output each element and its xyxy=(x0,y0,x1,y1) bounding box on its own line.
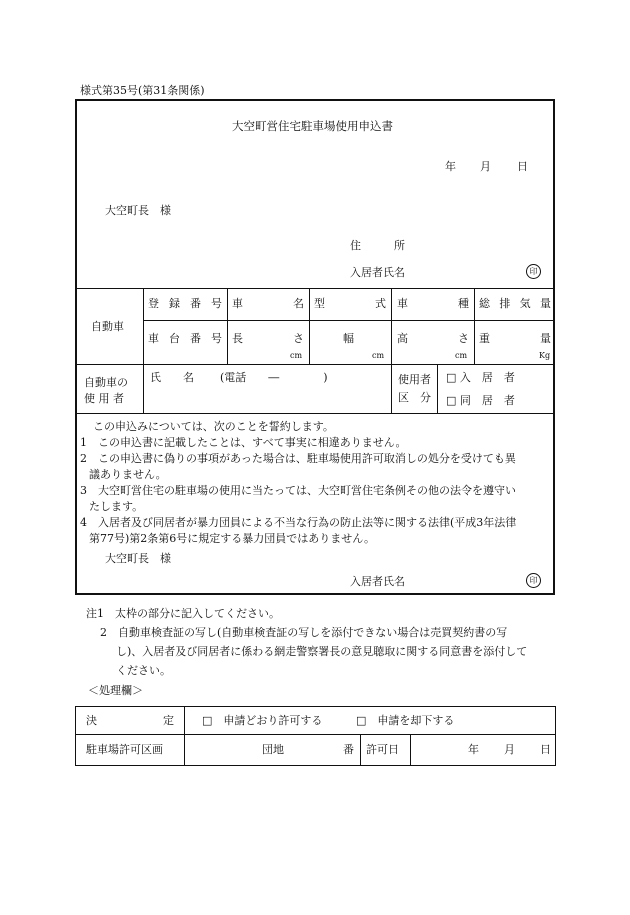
divider xyxy=(143,288,144,413)
divider xyxy=(391,288,392,413)
pledge-intro: この申込みについては、次のことを誓約します。 xyxy=(93,420,334,433)
user-name-label: 氏 名 xyxy=(150,371,194,384)
user-category-line2: 区 分 xyxy=(398,391,431,404)
user-label-line1: 自動車の xyxy=(84,376,128,389)
pledge-resident-name-label: 入居者氏名 xyxy=(350,575,405,588)
vehicle-label: 自動車 xyxy=(91,320,124,333)
pledge-item-number: 3 xyxy=(80,484,87,497)
car-name-header: 車 名 xyxy=(232,297,304,310)
weight-unit: Kg xyxy=(539,351,551,360)
chassis-number-header: 車台番号 xyxy=(148,332,222,345)
permit-area-label: 駐車場許可区画 xyxy=(86,743,163,756)
resident-name-label: 入居者氏名 xyxy=(350,266,405,279)
height-unit: cm xyxy=(455,351,468,360)
pledge-item-text: 議ありません。 xyxy=(89,468,167,481)
divider xyxy=(76,413,554,414)
pledge-item-number: 1 xyxy=(80,436,87,449)
form-number-label: 様式第35号(第31条関係) xyxy=(80,84,205,97)
resident-checkbox[interactable]: □ 入 居 者 xyxy=(446,371,515,384)
notes xyxy=(86,604,556,680)
note1-prefix: 注1 xyxy=(86,607,104,620)
note1-text: 太枠の部分に記入してください。 xyxy=(115,607,280,620)
pledge-item-text: 入居者及び同居者が暴力団員による不当な行為の防止法等に関する法律(平成3年法律 xyxy=(98,516,517,529)
divider xyxy=(76,288,554,289)
pledge-addressee: 大空町長 様 xyxy=(105,552,171,565)
pledge-item-text: たします。 xyxy=(89,500,144,513)
height-header: 高 さ xyxy=(397,332,469,345)
ban-label: 番 xyxy=(343,743,354,756)
divider xyxy=(143,320,554,321)
permit-month-label: 月 xyxy=(504,743,515,756)
pledge-item-text: この申込書に記載したことは、すべて事実に相違ありません。 xyxy=(98,436,407,449)
length-header: 長 さ xyxy=(232,332,304,345)
danchi-label: 団地 xyxy=(262,743,284,756)
pledge-item-number: 4 xyxy=(80,516,87,529)
pledge-item-number: 2 xyxy=(80,452,87,465)
divider xyxy=(184,707,185,765)
permit-date-label: 許可日 xyxy=(366,743,399,756)
address-label: 住 所 xyxy=(350,239,405,252)
pledge-item-text: 大空町営住宅の駐車場の使用に当たっては、大空町営住宅条例その他の法令を遵守い xyxy=(98,484,516,497)
note2-text: 自動車検査証の写し(自動車検査証の写しを添付できない場合は売買契約書の写 xyxy=(118,626,508,639)
form-title: 大空町営住宅駐車場使用申込書 xyxy=(232,119,393,133)
reg-number-header: 登録番号 xyxy=(148,297,222,310)
model-header: 型 式 xyxy=(314,297,386,310)
car-type-header: 車 種 xyxy=(397,297,469,310)
approve-option[interactable]: □ 申請どおり許可する xyxy=(202,714,323,727)
phone-label: (電話 ― ) xyxy=(220,371,328,384)
pledge-seal-mark: 印 xyxy=(526,573,541,588)
pledge-item-text: 第77号)第2条第6号に規定する暴力団員ではありません。 xyxy=(89,532,375,545)
note2-number: 2 xyxy=(100,626,107,639)
divider xyxy=(410,735,411,765)
length-unit: cm xyxy=(290,351,303,360)
pledge-section xyxy=(80,419,550,547)
date-year-label[interactable]: 年 xyxy=(445,160,456,173)
divider xyxy=(227,288,228,364)
note2-text: し)、入居者及び同居者に係わる網走警察署長の意見聴取に関する同意書を添付して xyxy=(116,645,528,658)
pledge-item-text: この申込書に偽りの事項があった場合は、駐車場使用許可取消しの処分を受けても異 xyxy=(98,452,516,465)
divider xyxy=(474,288,475,364)
divider xyxy=(360,735,361,765)
processing-heading: ＜処理欄＞ xyxy=(88,684,143,697)
user-category-line1: 使用者 xyxy=(398,373,431,386)
seal-mark: 印 xyxy=(526,264,541,279)
decision-label: 決 定 xyxy=(86,714,174,727)
displacement-header: 総排気量 xyxy=(479,297,551,310)
reject-option[interactable]: □ 申請を却下する xyxy=(356,714,455,727)
width-header: 幅 xyxy=(343,332,354,345)
weight-header: 重 量 xyxy=(479,332,551,345)
permit-year-label: 年 xyxy=(468,743,479,756)
divider xyxy=(437,364,438,413)
note2-text: ください。 xyxy=(116,664,171,677)
permit-day-label: 日 xyxy=(540,743,551,756)
divider xyxy=(76,364,554,365)
divider xyxy=(309,288,310,364)
user-label-line2: 使 用 者 xyxy=(84,392,124,405)
date-day-label[interactable]: 日 xyxy=(517,160,528,173)
addressee: 大空町長 様 xyxy=(105,204,171,217)
width-unit: cm xyxy=(372,351,385,360)
cohabitant-checkbox[interactable]: □ 同 居 者 xyxy=(446,394,515,407)
date-month-label[interactable]: 月 xyxy=(480,160,491,173)
divider xyxy=(76,734,555,735)
